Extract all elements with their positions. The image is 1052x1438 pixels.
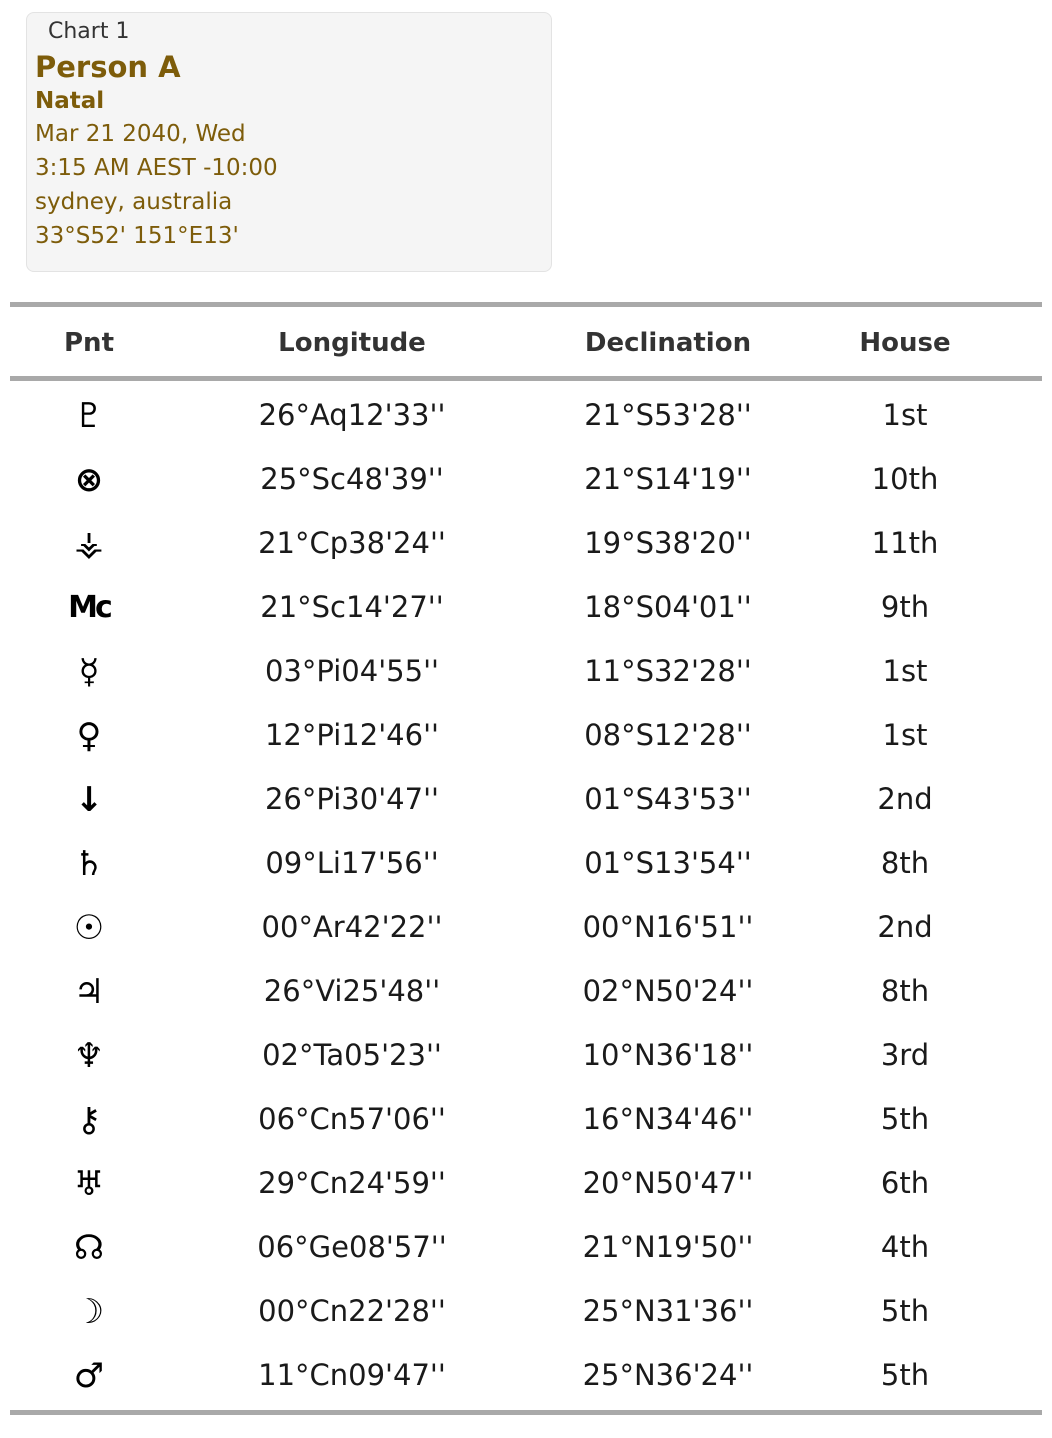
table-header xyxy=(10,307,1042,376)
table-row[interactable] xyxy=(10,575,1042,639)
table-row[interactable] xyxy=(10,383,1042,447)
mars-icon: ♂ xyxy=(73,1356,105,1396)
table-row[interactable] xyxy=(10,1279,1042,1343)
header-house[interactable]: House xyxy=(859,328,951,358)
declination-cell: 21°S14'19'' xyxy=(584,462,752,496)
house-cell: 6th xyxy=(880,1166,930,1200)
saturn-icon: ♄ xyxy=(73,844,105,884)
house-cell: 5th xyxy=(880,1358,930,1392)
longitude-cell: 11°Cn09'47'' xyxy=(258,1358,446,1392)
longitude-cell: 25°Sc48'39'' xyxy=(260,462,444,496)
house-cell: 1st xyxy=(882,654,928,688)
house-cell: 1st xyxy=(882,398,928,432)
house-cell: 4th xyxy=(880,1230,930,1264)
chiron-icon: ⚷ xyxy=(76,1100,102,1140)
table-row[interactable] xyxy=(10,1215,1042,1279)
longitude-cell: 03°Pi04'55'' xyxy=(264,654,440,688)
longitude-cell: 21°Sc14'27'' xyxy=(260,590,444,624)
declination-cell: 08°S12'28'' xyxy=(584,718,752,752)
table-bottom-divider xyxy=(10,1410,1042,1415)
declination-cell: 20°N50'47'' xyxy=(582,1166,754,1200)
house-cell: 8th xyxy=(880,846,930,880)
house-cell: 5th xyxy=(880,1294,930,1328)
house-cell: 2nd xyxy=(877,782,933,816)
longitude-cell: 26°Aq12'33'' xyxy=(258,398,446,432)
declination-cell: 21°S53'28'' xyxy=(584,398,752,432)
neptune-icon: ♆ xyxy=(73,1036,105,1076)
header-point[interactable]: Pnt xyxy=(64,328,114,358)
longitude-cell: 26°Pi30'47'' xyxy=(264,782,440,816)
table-row[interactable] xyxy=(10,1151,1042,1215)
house-cell: 11th xyxy=(871,526,939,560)
longitude-cell: 06°Ge08'57'' xyxy=(257,1230,447,1264)
header-declination[interactable]: Declination xyxy=(584,328,752,358)
sun-icon: ☉ xyxy=(73,908,105,948)
table-row[interactable] xyxy=(10,639,1042,703)
table-row[interactable] xyxy=(10,511,1042,575)
planet-table-body xyxy=(10,383,1042,1407)
chart-coordinates: 33°S52' 151°E13' xyxy=(35,223,239,249)
longitude-cell: 02°Ta05'23'' xyxy=(262,1038,442,1072)
house-cell: 2nd xyxy=(877,910,933,944)
table-row[interactable] xyxy=(10,1343,1042,1407)
moon-icon: ☽ xyxy=(73,1292,105,1332)
declination-cell: 02°N50'24'' xyxy=(582,974,754,1008)
table-row[interactable] xyxy=(10,895,1042,959)
pluto-icon: ♇ xyxy=(73,396,105,436)
uranus-icon: ♅ xyxy=(73,1164,105,1204)
house-cell: 10th xyxy=(871,462,939,496)
table-row[interactable] xyxy=(10,1023,1042,1087)
jupiter-icon: ♃ xyxy=(73,972,105,1012)
declination-cell: 19°S38'20'' xyxy=(584,526,752,560)
chart-date: Mar 21 2040, Wed xyxy=(35,121,246,147)
declination-cell: 01°S13'54'' xyxy=(584,846,752,880)
midheaven-icon: Mc xyxy=(68,590,110,625)
longitude-cell: 21°Cp38'24'' xyxy=(258,526,446,560)
chart-location: sydney, australia xyxy=(35,189,233,215)
chart-type: Natal xyxy=(35,88,105,114)
house-cell: 5th xyxy=(880,1102,930,1136)
declination-cell: 00°N16'51'' xyxy=(582,910,754,944)
table-row[interactable] xyxy=(10,959,1042,1023)
vertex-icon: ⚶ xyxy=(74,524,104,564)
table-row[interactable] xyxy=(10,831,1042,895)
longitude-cell: 26°Vi25'48'' xyxy=(263,974,441,1008)
house-cell: 8th xyxy=(880,974,930,1008)
venus-icon: ♀ xyxy=(76,716,102,756)
chart-time: 3:15 AM AEST -10:00 xyxy=(35,155,278,181)
declination-cell: 25°N31'36'' xyxy=(582,1294,754,1328)
table-row[interactable] xyxy=(10,1087,1042,1151)
longitude-cell: 09°Li17'56'' xyxy=(265,846,439,880)
arrow-down-icon: ↓ xyxy=(74,780,104,820)
table-header-divider xyxy=(10,376,1042,381)
table-row[interactable] xyxy=(10,447,1042,511)
north-node-icon: ☊ xyxy=(73,1228,105,1268)
longitude-cell: 12°Pi12'46'' xyxy=(264,718,440,752)
house-cell: 9th xyxy=(880,590,930,624)
chart-label: Chart 1 xyxy=(48,19,130,44)
declination-cell: 18°S04'01'' xyxy=(584,590,752,624)
chart-card[interactable] xyxy=(26,12,552,272)
table-row[interactable] xyxy=(10,767,1042,831)
house-cell: 3rd xyxy=(880,1038,930,1072)
mercury-icon: ☿ xyxy=(78,652,100,692)
longitude-cell: 00°Ar42'22'' xyxy=(261,910,443,944)
declination-cell: 25°N36'24'' xyxy=(582,1358,754,1392)
person-name: Person A xyxy=(35,50,181,84)
longitude-cell: 00°Cn22'28'' xyxy=(258,1294,446,1328)
longitude-cell: 29°Cn24'59'' xyxy=(258,1166,446,1200)
table-row[interactable] xyxy=(10,703,1042,767)
declination-cell: 01°S43'53'' xyxy=(584,782,752,816)
declination-cell: 11°S32'28'' xyxy=(584,654,752,688)
header-longitude[interactable]: Longitude xyxy=(278,328,426,358)
declination-cell: 16°N34'46'' xyxy=(582,1102,754,1136)
house-cell: 1st xyxy=(882,718,928,752)
part-of-fortune-icon: ⊗ xyxy=(74,460,104,500)
longitude-cell: 06°Cn57'06'' xyxy=(258,1102,446,1136)
declination-cell: 10°N36'18'' xyxy=(582,1038,754,1072)
declination-cell: 21°N19'50'' xyxy=(582,1230,754,1264)
